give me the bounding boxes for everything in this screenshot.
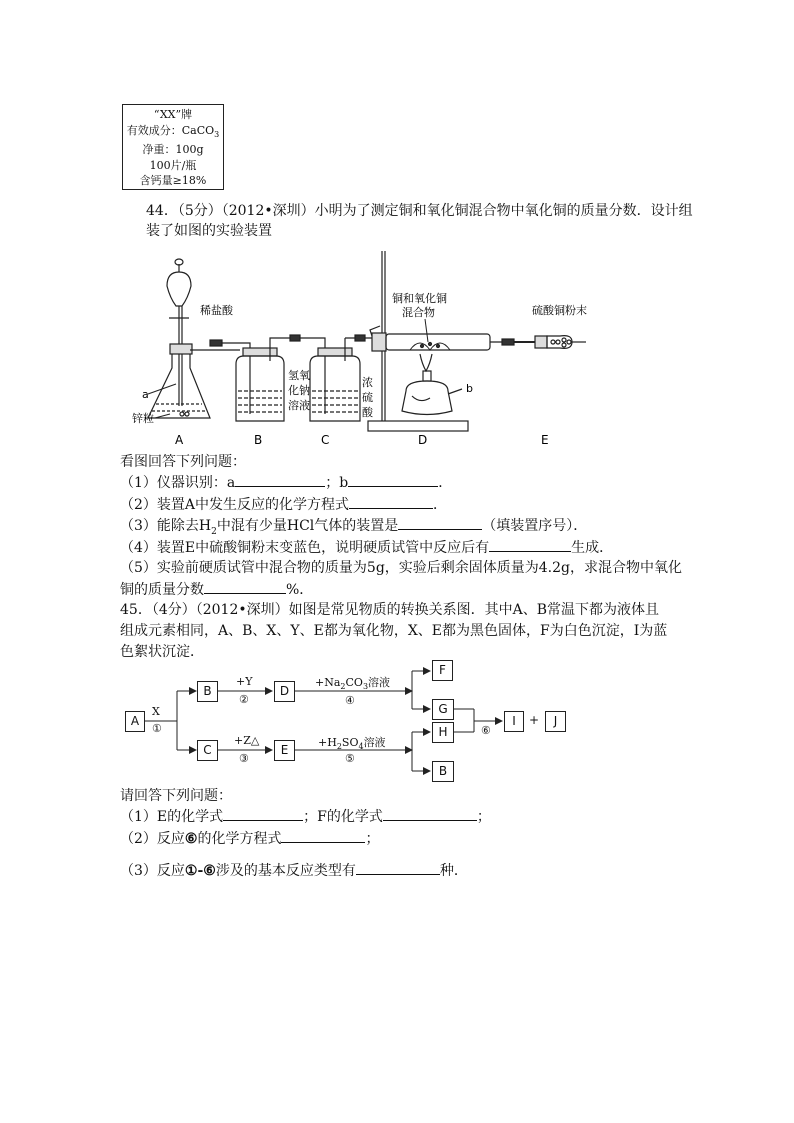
label-h2so4-3: 酸 <box>362 406 373 419</box>
reagent-y: +Y <box>236 675 253 688</box>
node-g: G <box>432 699 454 720</box>
reagent-z: +Z△ <box>234 734 260 747</box>
node-d: D <box>274 681 295 702</box>
q44-part4: （4）装置E中硫酸铜粉末变蓝色，说明硬质试管中反应后有 生成． <box>120 537 613 558</box>
label-mixture-1: 铜和氧化铜 <box>392 292 447 305</box>
q44-part5-line2: 铜的质量分数 %． <box>120 579 313 600</box>
product-label-box <box>122 104 224 190</box>
q45-part1: （1）E的化学式 ；F的化学式 ； <box>120 806 491 827</box>
hard-glass-tube <box>372 333 510 351</box>
label-mixture-2: 混合物 <box>402 306 435 319</box>
label-acid: 稀盐酸 <box>200 304 233 317</box>
reagent-x: X <box>152 705 160 718</box>
label-device-c: C <box>321 433 330 447</box>
label-count: 100片/瓶 <box>149 158 197 172</box>
label-cuso4: 硫酸铜粉末 <box>532 304 587 317</box>
label-naoh-3: 溶液 <box>288 399 310 412</box>
label-naoh-2: 化钠 <box>288 384 310 397</box>
node-c: C <box>197 740 218 761</box>
apparatus-figure <box>110 246 610 451</box>
step-6: ⑥ <box>481 724 491 737</box>
node-e: E <box>274 740 295 761</box>
q45-intro-1: 45．（4分）（2012•深圳）如图是常见物质的转换关系图．其中A、B常温下都为液体且 <box>120 602 660 618</box>
label-b: b <box>466 382 473 395</box>
q45-prompt: 请回答下列问题： <box>120 788 232 804</box>
label-zinc: 锌粒 <box>132 412 154 425</box>
step-5: ⑤ <box>345 752 355 765</box>
label-naoh-1: 氢氧 <box>288 369 310 382</box>
q45-intro-3: 色絮状沉淀． <box>120 644 204 660</box>
q44-part2: （2）装置A中发生反应的化学方程式 ． <box>120 494 447 515</box>
q44-intro-2: 装了如图的实验装置 <box>146 223 272 239</box>
label-a: a <box>142 388 149 401</box>
reagent-na2co3: $+Na_2CO_3$溶液 <box>315 676 391 692</box>
node-j: J <box>545 711 566 732</box>
node-f: F <box>432 660 453 681</box>
q45-part2: （2）反应⑥的化学方程式 ； <box>120 828 379 849</box>
label-device-b: B <box>254 433 263 447</box>
node-b: B <box>197 681 218 702</box>
label-device-a: A <box>175 433 184 447</box>
reagent-h2so4: $+H_2SO_4$溶液 <box>318 736 386 752</box>
node-b-2: B <box>432 761 454 782</box>
wash-bottle-b <box>236 335 325 421</box>
step-4: ④ <box>345 694 355 707</box>
node-a: A <box>125 711 145 732</box>
step-1: ① <box>152 722 162 735</box>
drying-tube-e <box>502 336 586 349</box>
q44-part1: （1）仪器识别：a ；b ． <box>120 472 452 493</box>
label-device-d: D <box>418 433 428 447</box>
label-h2so4-1: 浓 <box>362 376 373 389</box>
q44-intro-1: 44．（5分）（2012•深圳）小明为了测定铜和氧化铜混合物中氧化铜的质量分数．设计组 <box>146 203 693 219</box>
plus-sign: + <box>529 713 540 727</box>
step-3: ③ <box>239 752 249 765</box>
node-i: I <box>504 711 524 732</box>
label-net-weight: 净重：100g <box>142 143 204 157</box>
alcohol-lamp <box>402 354 462 415</box>
q44-part3: （3）能除去$H_2$中混有少量HCl气体的装置是 （填装置序号）． <box>120 515 587 542</box>
label-brand: “XX”牌 <box>153 108 193 121</box>
node-h: H <box>432 722 454 743</box>
q44-part5-line1: （5）实验前硬质试管中混合物的质量为5g，实验后剩余固体质量为4.2g，求混合物中氧化 <box>120 560 683 576</box>
q45-intro-2: 组成元素相同，A、B、X、Y、E都为氧化物，X、E都为黑色固体，F为白色沉淀，I为蓝 <box>120 623 668 639</box>
label-device-e: E <box>541 433 549 447</box>
label-h2so4-2: 硫 <box>362 391 373 404</box>
step-2: ② <box>239 693 249 706</box>
separatory-funnel <box>167 259 191 406</box>
q44-prompt: 看图回答下列问题： <box>120 454 246 470</box>
label-ingredient: 有效成分：CaCO$_3$ <box>126 123 220 139</box>
q45-part3: （3）反应①-⑥涉及的基本反应类型有 种． <box>120 860 468 881</box>
conical-flask <box>148 344 240 418</box>
label-calcium: 含钙量≥18% <box>139 174 207 188</box>
